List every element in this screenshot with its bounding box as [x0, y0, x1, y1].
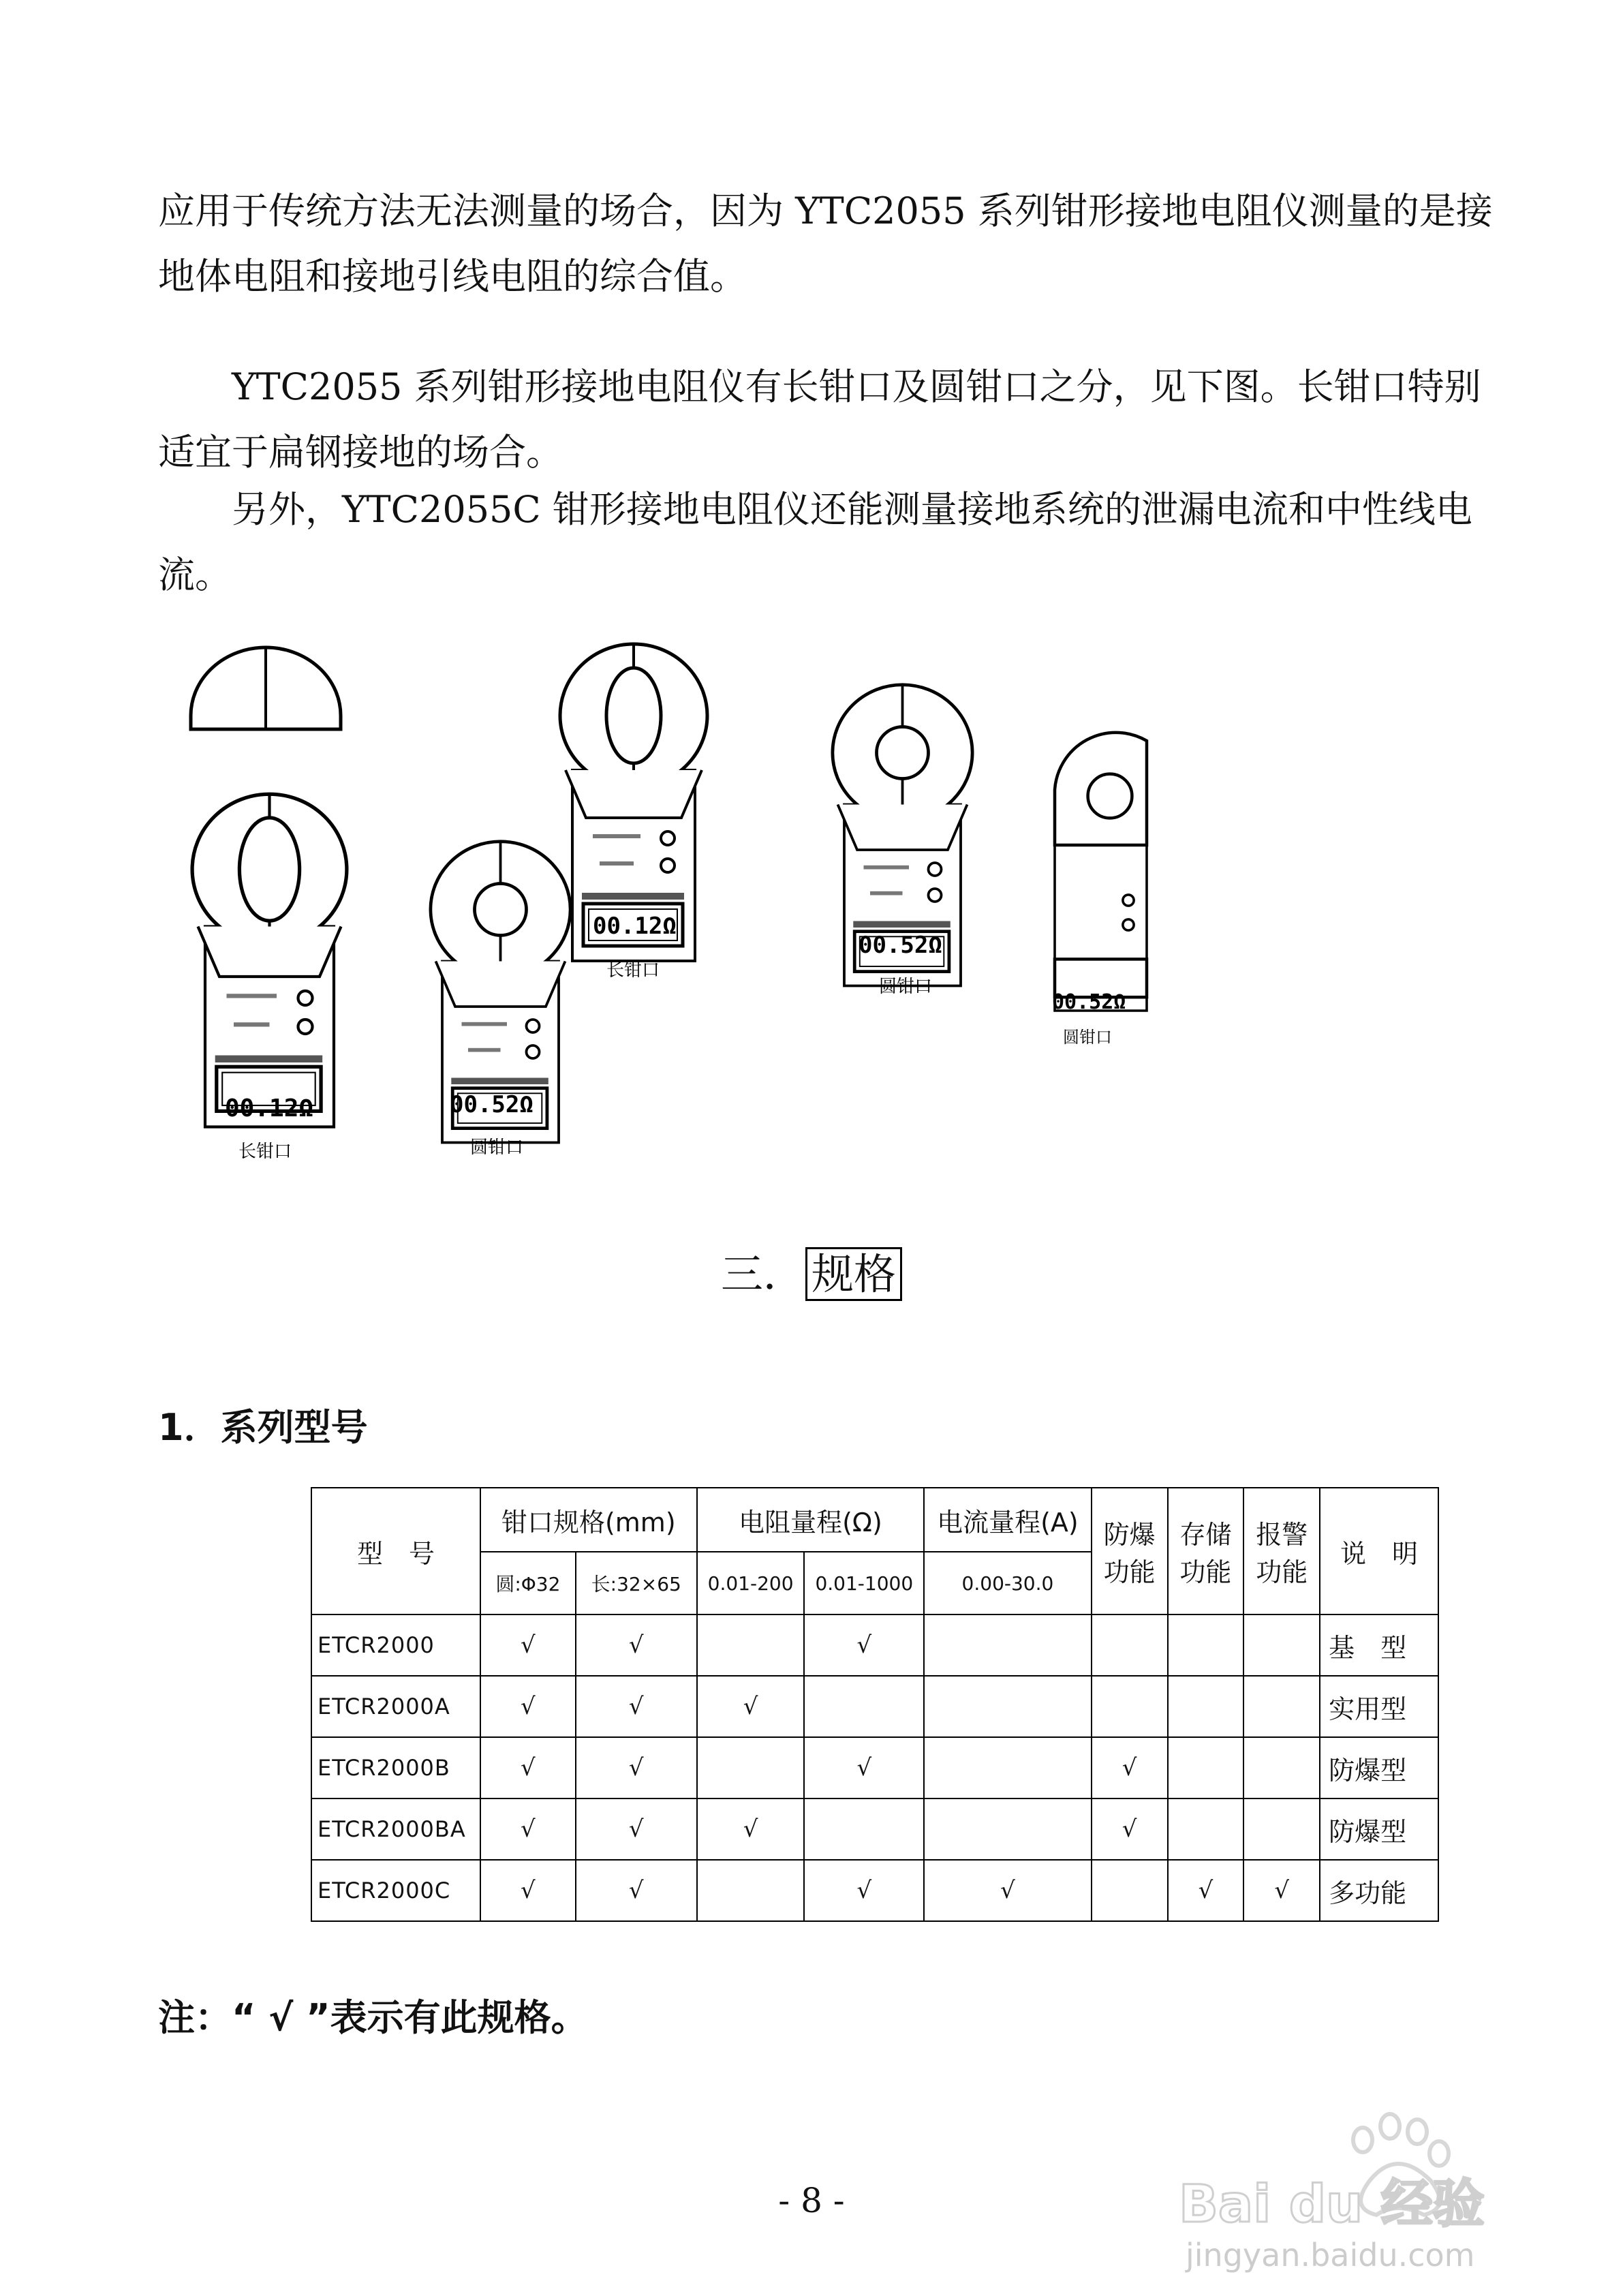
check-cell: [924, 1737, 1092, 1798]
check-cell: [1092, 1614, 1168, 1676]
check-cell: [576, 1860, 697, 1921]
check-mark: √: [521, 1877, 536, 1904]
check-cell: [1092, 1860, 1168, 1921]
check-cell: [480, 1798, 576, 1860]
check-mark: √: [1198, 1877, 1214, 1904]
long-jaw-meter-large: [192, 794, 347, 1127]
header-storage: 存储功能: [1168, 1488, 1244, 1614]
check-cell: [1168, 1737, 1244, 1798]
device-display: 00.12Ω: [593, 913, 677, 940]
note-cell: 基 型: [1320, 1614, 1438, 1676]
subheading: 1．系列型号: [158, 1406, 368, 1449]
check-cell: [924, 1860, 1092, 1921]
footnote: 注：“ √ ”表示有此规格。: [158, 1996, 588, 2039]
check-cell: [804, 1737, 924, 1798]
section-title: [0, 1240, 1623, 1301]
model-cell: ETCR2000C: [311, 1860, 480, 1921]
device-caption: 圆钳口: [1063, 1028, 1112, 1047]
section-number: 三．: [720, 1249, 805, 1299]
subheader-resistance-2: 0.01-1000: [804, 1552, 924, 1614]
check-cell: [480, 1860, 576, 1921]
table-row: [311, 1614, 1438, 1676]
check-cell: [576, 1737, 697, 1798]
check-mark: √: [743, 1693, 758, 1720]
check-cell: [480, 1737, 576, 1798]
paragraph-3: 另外，YTC2055C 钳形接地电阻仪还能测量接地系统的泄漏电流和中性线电流。: [158, 488, 1472, 596]
check-cell: [1168, 1798, 1244, 1860]
baidu-watermark-logo: [1165, 2099, 1547, 2276]
check-mark: √: [521, 1632, 536, 1659]
device-display: 00.52Ω: [450, 1091, 534, 1118]
note-cell: 防爆型: [1320, 1737, 1438, 1798]
check-cell: [1168, 1676, 1244, 1737]
check-mark: √: [628, 1816, 644, 1843]
check-cell: [697, 1676, 805, 1737]
check-mark: √: [1122, 1754, 1137, 1781]
model-cell: ETCR2000: [311, 1614, 480, 1676]
check-cell: [1243, 1737, 1320, 1798]
check-cell: [697, 1860, 805, 1921]
check-mark: √: [521, 1693, 536, 1720]
check-cell: [480, 1676, 576, 1737]
model-spec-table: [311, 1487, 1439, 1922]
check-cell: [1092, 1737, 1168, 1798]
header-jaw: 钳口规格(mm): [480, 1488, 697, 1552]
device-display: 00.12Ω: [225, 1095, 314, 1122]
check-mark: √: [628, 1877, 644, 1904]
header-note: 说 明: [1320, 1488, 1438, 1614]
check-mark: √: [856, 1754, 872, 1781]
subheader-long: 长:32×65: [576, 1552, 697, 1614]
check-mark: √: [628, 1632, 644, 1659]
paragraph-2: YTC2055 系列钳形接地电阻仪有长钳口及圆钳口之分，见下图。长钳口特别适宜于扁钢接地的场合。: [158, 365, 1481, 474]
subheader-resistance-1: 0.01-200: [697, 1552, 805, 1614]
check-cell: [576, 1614, 697, 1676]
check-mark: √: [521, 1754, 536, 1781]
header-current: 电流量程(A): [924, 1488, 1092, 1552]
check-mark: √: [1122, 1816, 1137, 1843]
model-cell: ETCR2000A: [311, 1676, 480, 1737]
section-title-text: 规格: [805, 1247, 902, 1301]
table-row: [311, 1860, 1438, 1921]
check-cell: [1243, 1798, 1320, 1860]
check-mark: √: [628, 1754, 644, 1781]
header-explosion: 防爆功能: [1092, 1488, 1168, 1614]
check-cell: [1168, 1614, 1244, 1676]
check-cell: [1243, 1860, 1320, 1921]
table-row: [311, 1798, 1438, 1860]
header-resistance: 电阻量程(Ω): [697, 1488, 924, 1552]
check-cell: [1243, 1676, 1320, 1737]
header-model: 型 号: [311, 1488, 480, 1614]
check-cell: [804, 1860, 924, 1921]
check-cell: [1092, 1676, 1168, 1737]
watermark-brand: Bai du 经验: [1179, 2173, 1485, 2234]
check-mark: √: [1000, 1877, 1015, 1904]
check-cell: [697, 1614, 805, 1676]
device-caption: 圆钳口: [470, 1137, 524, 1158]
page-number: - 8 -: [778, 2181, 845, 2220]
check-cell: [576, 1798, 697, 1860]
check-cell: [804, 1614, 924, 1676]
note-cell: 多功能: [1320, 1860, 1438, 1921]
subheader-round: 圆:Φ32: [480, 1552, 576, 1614]
check-cell: [924, 1614, 1092, 1676]
table-row: [311, 1676, 1438, 1737]
check-cell: [697, 1798, 805, 1860]
model-cell: ETCR2000BA: [311, 1798, 480, 1860]
subheader-current: 0.00-30.0: [924, 1552, 1092, 1614]
note-cell: 实用型: [1320, 1676, 1438, 1737]
table-body: [311, 1614, 1438, 1921]
check-cell: [924, 1676, 1092, 1737]
check-cell: [1243, 1614, 1320, 1676]
device-caption: 圆钳口: [879, 977, 933, 997]
check-mark: √: [628, 1693, 644, 1720]
check-mark: √: [1274, 1877, 1290, 1904]
check-cell: [697, 1737, 805, 1798]
check-cell: [804, 1676, 924, 1737]
clamp-meter-figure: [177, 641, 1158, 1159]
table-row: [311, 1737, 1438, 1798]
device-caption: 长钳口: [238, 1142, 292, 1159]
watermark-url: jingyan.baidu.com: [1186, 2237, 1475, 2274]
device-display: 00.52Ω: [859, 932, 942, 959]
round-jaw-meter-partial: [1055, 733, 1147, 1011]
paragraph-1: 应用于传统方法无法测量的场合，因为 YTC2055 系列钳形接地电阻仪测量的是接地体电阻和接地引线电阻的综合值。: [158, 189, 1493, 298]
check-cell: [576, 1676, 697, 1737]
device-display: 00.52Ω: [1052, 990, 1126, 1014]
model-cell: ETCR2000B: [311, 1737, 480, 1798]
check-cell: [480, 1614, 576, 1676]
note-cell: 防爆型: [1320, 1798, 1438, 1860]
check-cell: [804, 1798, 924, 1860]
check-mark: √: [856, 1632, 872, 1659]
header-alarm: 报警功能: [1243, 1488, 1320, 1614]
check-cell: [1168, 1860, 1244, 1921]
check-mark: √: [743, 1816, 758, 1843]
device-caption: 长钳口: [606, 960, 660, 981]
check-cell: [1092, 1798, 1168, 1860]
check-cell: [924, 1798, 1092, 1860]
check-mark: √: [856, 1877, 872, 1904]
check-mark: √: [521, 1816, 536, 1843]
